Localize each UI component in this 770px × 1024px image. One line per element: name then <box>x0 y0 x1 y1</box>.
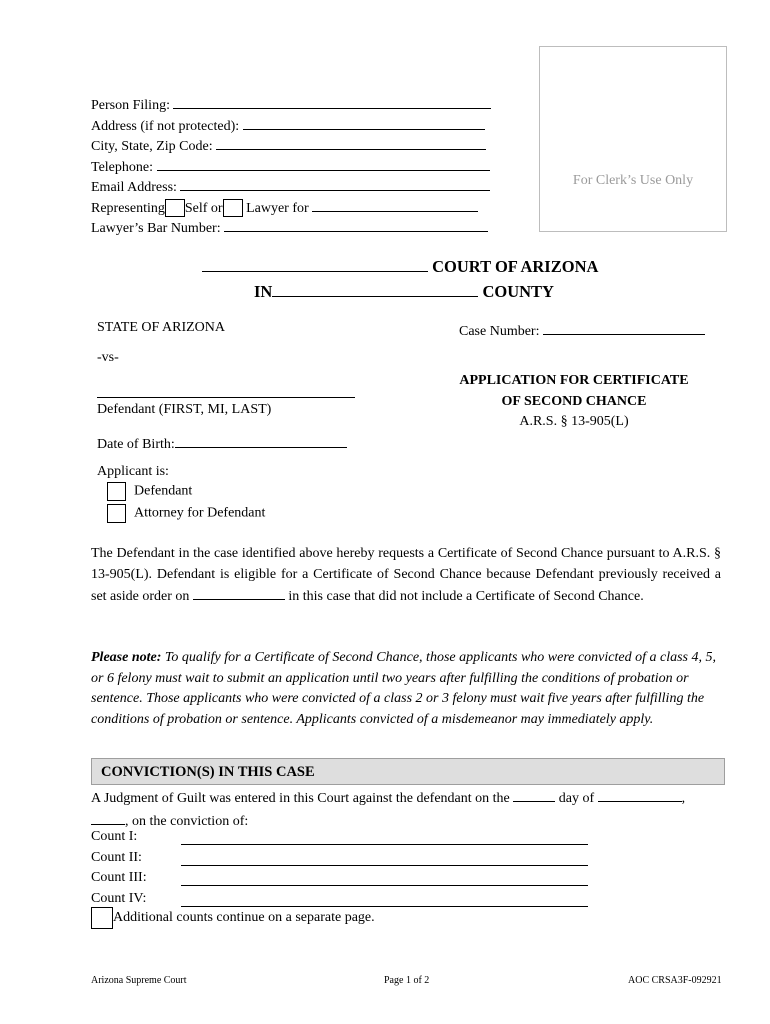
defendant-name-field[interactable] <box>97 383 355 398</box>
note-text: To qualify for a Certificate of Second Chance, those applicants who were convicted of a class 4, 5, or 6 felony must wait to submit an application until two years after fulfilling the conditions of probation or sentence. Those applicants who were convicted of a class 2 or 3 felony must wait five years after fulfilling the conditions of probation or sentence. Applicants convicted of a misdemeanor may immediately apply. <box>91 650 716 727</box>
email-field[interactable] <box>180 176 490 191</box>
person-filing-field[interactable] <box>173 94 491 109</box>
count-3-field[interactable] <box>181 871 588 886</box>
city-field[interactable] <box>216 135 486 150</box>
case-number-label: Case Number: <box>459 324 540 339</box>
court-in-label: IN <box>254 282 273 301</box>
request-paragraph <box>91 544 721 608</box>
judgment-year-field[interactable] <box>91 810 125 825</box>
judgment-text-c: , on the conviction of: <box>125 813 249 829</box>
applicant-option-attorney[interactable] <box>107 504 265 523</box>
date-of-birth-label: Date of Birth: <box>97 437 175 452</box>
count-4-field[interactable] <box>181 892 588 907</box>
count-label: Count III: <box>91 870 147 885</box>
person-filing-row <box>91 94 491 115</box>
additional-counts-label: Additional counts continue on a separate page. <box>113 910 375 926</box>
additional-counts-row <box>91 907 375 929</box>
judgment-day-field[interactable] <box>513 787 555 802</box>
note-paragraph <box>91 648 725 730</box>
judgment-text-a: A Judgment of Guilt was entered in this Court against the defendant on the <box>91 791 510 806</box>
title-statute: A.R.S. § 13-905(L) <box>519 414 629 429</box>
county-name-field[interactable] <box>272 282 478 297</box>
attorney-checkbox[interactable] <box>107 504 126 523</box>
set-aside-date-field[interactable] <box>193 585 285 600</box>
attorney-option-label: Attorney for Defendant <box>134 505 266 521</box>
judgment-month-field[interactable] <box>598 787 682 802</box>
case-number-row <box>459 320 705 340</box>
telephone-row <box>91 156 491 177</box>
application-title <box>440 371 708 433</box>
versus-label: -vs- <box>97 350 119 365</box>
title-line1: APPLICATION FOR CERTIFICATE <box>459 373 689 388</box>
note-label: Please note: <box>91 650 162 665</box>
person-filing-label: Person Filing: <box>91 98 170 113</box>
city-label: City, State, Zip Code: <box>91 139 213 154</box>
clerk-use-label: For Clerk’s Use Only <box>572 173 694 188</box>
request-text-b: in this case that did not include a Certificate of Second Chance. <box>288 589 644 604</box>
count-2-field[interactable] <box>181 851 588 866</box>
clerk-use-box <box>539 46 727 232</box>
applicant-label: Applicant is: <box>97 464 169 479</box>
defendant-name-label: Defendant (FIRST, MI, LAST) <box>97 402 272 417</box>
footer-form-code: AOC CRSA3F-092921 <box>628 975 722 986</box>
email-row <box>91 176 491 197</box>
bar-number-label: Lawyer’s Bar Number: <box>91 221 221 236</box>
court-heading-line2 <box>254 282 554 302</box>
telephone-label: Telephone: <box>91 159 153 175</box>
defendant-checkbox[interactable] <box>107 482 126 501</box>
address-field[interactable] <box>243 115 485 130</box>
county-label: COUNTY <box>482 282 554 301</box>
footer-page-number: Page 1 of 2 <box>384 975 430 986</box>
address-row <box>91 115 491 136</box>
convictions-section-header <box>91 758 725 785</box>
filer-info-block <box>91 94 491 238</box>
court-name-field[interactable] <box>202 257 428 272</box>
applicant-option-defendant[interactable] <box>107 482 192 501</box>
telephone-field[interactable] <box>157 156 490 171</box>
lawyer-checkbox[interactable] <box>223 199 243 217</box>
city-row <box>91 135 491 156</box>
additional-counts-checkbox[interactable] <box>91 907 113 929</box>
court-heading-line1 <box>202 257 598 277</box>
case-number-field[interactable] <box>543 320 705 335</box>
title-line2: OF SECOND CHANCE <box>501 393 647 409</box>
count-label: Count I: <box>91 829 138 844</box>
defendant-option-label: Defendant <box>134 483 193 499</box>
count-label: Count II: <box>91 849 142 865</box>
count-1-field[interactable] <box>181 830 588 845</box>
address-label: Address (if not protected): <box>91 118 240 134</box>
date-of-birth-row <box>97 433 347 453</box>
state-of-arizona: STATE OF ARIZONA <box>97 320 225 335</box>
lawyer-for-field[interactable] <box>312 197 478 212</box>
convictions-heading: CONVICTION(S) IN THIS CASE <box>101 764 315 780</box>
court-of-arizona-label: COURT OF ARIZONA <box>432 257 599 276</box>
email-label: Email Address: <box>91 180 177 195</box>
bar-number-field[interactable] <box>224 217 488 232</box>
bar-number-row <box>91 217 491 238</box>
representing-label: Representing <box>91 200 165 216</box>
count-label: Count IV: <box>91 890 147 906</box>
lawyer-for-label: Lawyer for <box>246 200 309 216</box>
judgment-text-b: day of <box>558 791 595 806</box>
representing-row <box>91 197 491 218</box>
footer-court: Arizona Supreme Court <box>91 975 187 986</box>
self-checkbox[interactable] <box>165 199 185 217</box>
judgment-paragraph: A Judgment of Guilt was entered in this Court against the defendant on the day of , , on the conviction of: <box>91 787 731 832</box>
request-text-a: The Defendant in the case identified above hereby requests a Certificate of Second Chance pursuant to A.R.S. § 13-905(L). Defendant is eligible for a Certificate of Second Chance because Defendant previously received a set aside order on <box>91 546 721 604</box>
self-label: Self or <box>184 200 223 216</box>
date-of-birth-field[interactable] <box>175 433 347 448</box>
